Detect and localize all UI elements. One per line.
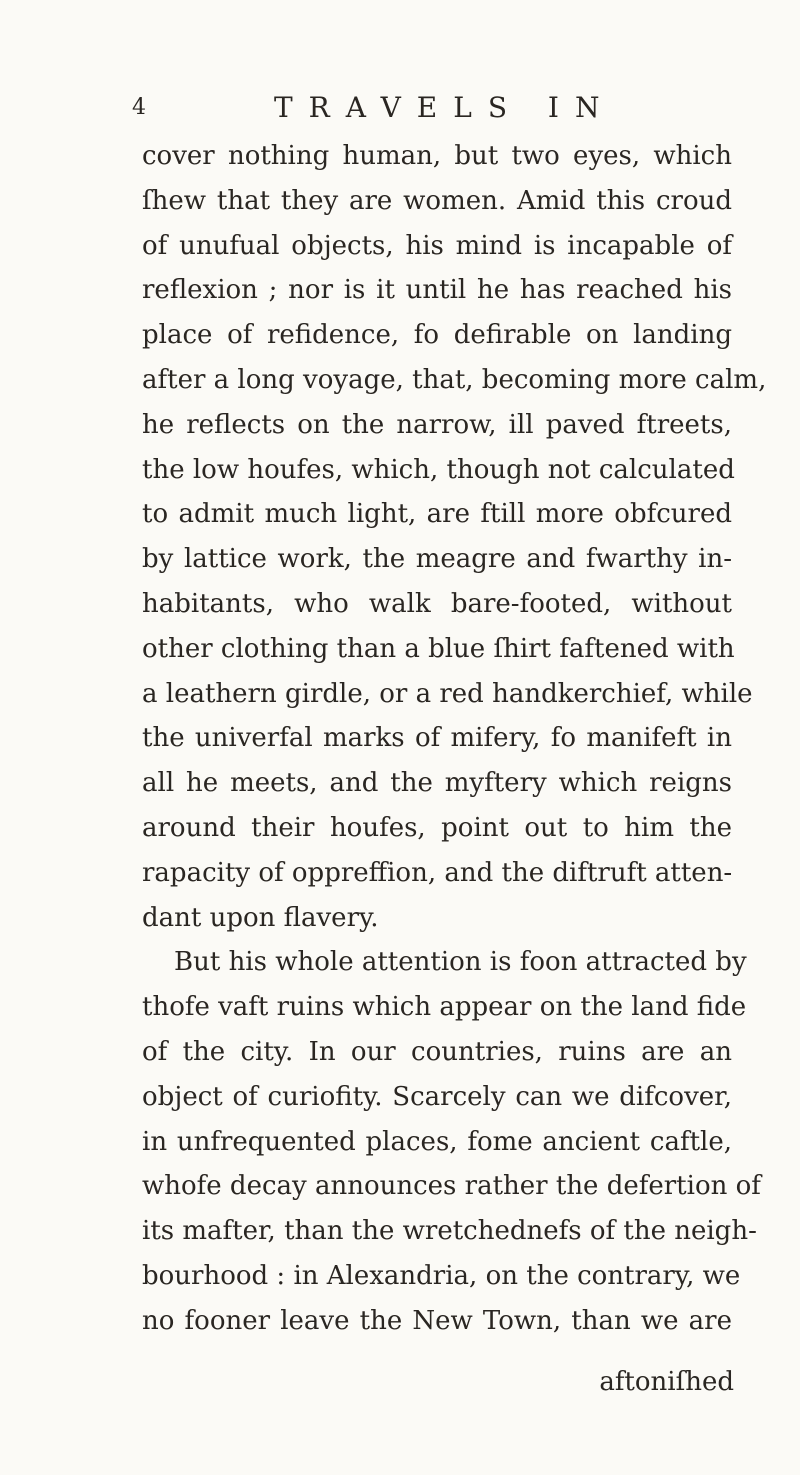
text-line: no fooner leave the New Town, than we are	[142, 1305, 732, 1336]
text-line: rapacity of oppreffion, and the diftruft atten-	[142, 857, 733, 888]
text-line: thofe vaft ruins which appear on the land fide	[142, 992, 747, 1023]
body-text	[142, 134, 767, 1344]
text-line: object of curiofity. Scarcely can we difcover,	[142, 1081, 732, 1112]
text-line: bourhood : in Alexandria, on the contrary, we	[142, 1260, 741, 1291]
catchword: aftoniſhed	[599, 1367, 734, 1397]
text-line: he reflects on the narrow, ill paved ftreets,	[142, 409, 732, 440]
text-line: by lattice work, the meagre and fwarthy in-	[142, 544, 732, 575]
text-line: its mafter, than the wretchednefs of the neigh-	[142, 1216, 757, 1247]
running-title: TRAVELS IN	[274, 91, 616, 124]
text-line: habitants, who walk bare-footed, without	[142, 588, 732, 619]
text-line-paragraph-end: dant upon flavery.	[142, 902, 379, 933]
text-line: all he meets, and the myftery which reigns	[142, 768, 732, 799]
text-line: ſhew that they are women. Amid this croud	[142, 185, 732, 216]
text-line: of the city. In our countries, ruins are an	[142, 1036, 732, 1067]
text-line: in unfrequented places, fome ancient caftle,	[142, 1126, 732, 1157]
text-line: after a long voyage, that, becoming more calm,	[142, 364, 767, 395]
text-line: the univerfal marks of mifery, fo manifeft in	[142, 723, 732, 754]
text-line: cover nothing human, but two eyes, which	[142, 141, 732, 171]
page-number: 4	[132, 95, 146, 120]
running-head	[132, 88, 692, 128]
text-line: around their houfes, point out to him the	[142, 812, 732, 843]
text-line: whofe decay announces rather the defertion of	[142, 1171, 761, 1202]
text-line: to admit much light, are ftill more obfcured	[142, 499, 732, 530]
text-line: of unufual objects, his mind is incapable of	[142, 230, 732, 261]
text-line: reflexion ; nor is it until he has reached his	[142, 275, 732, 306]
text-line: a leathern girdle, or a red handkerchief, while	[142, 678, 753, 709]
text-line: other clothing than a blue ſhirt faftened with	[142, 633, 735, 664]
text-line-paragraph-start: But his whole attention is foon attracted by	[174, 947, 747, 978]
text-line: place of refidence, fo defirable on landing	[142, 320, 732, 351]
text-line: the low houfes, which, though not calculated	[142, 454, 735, 485]
